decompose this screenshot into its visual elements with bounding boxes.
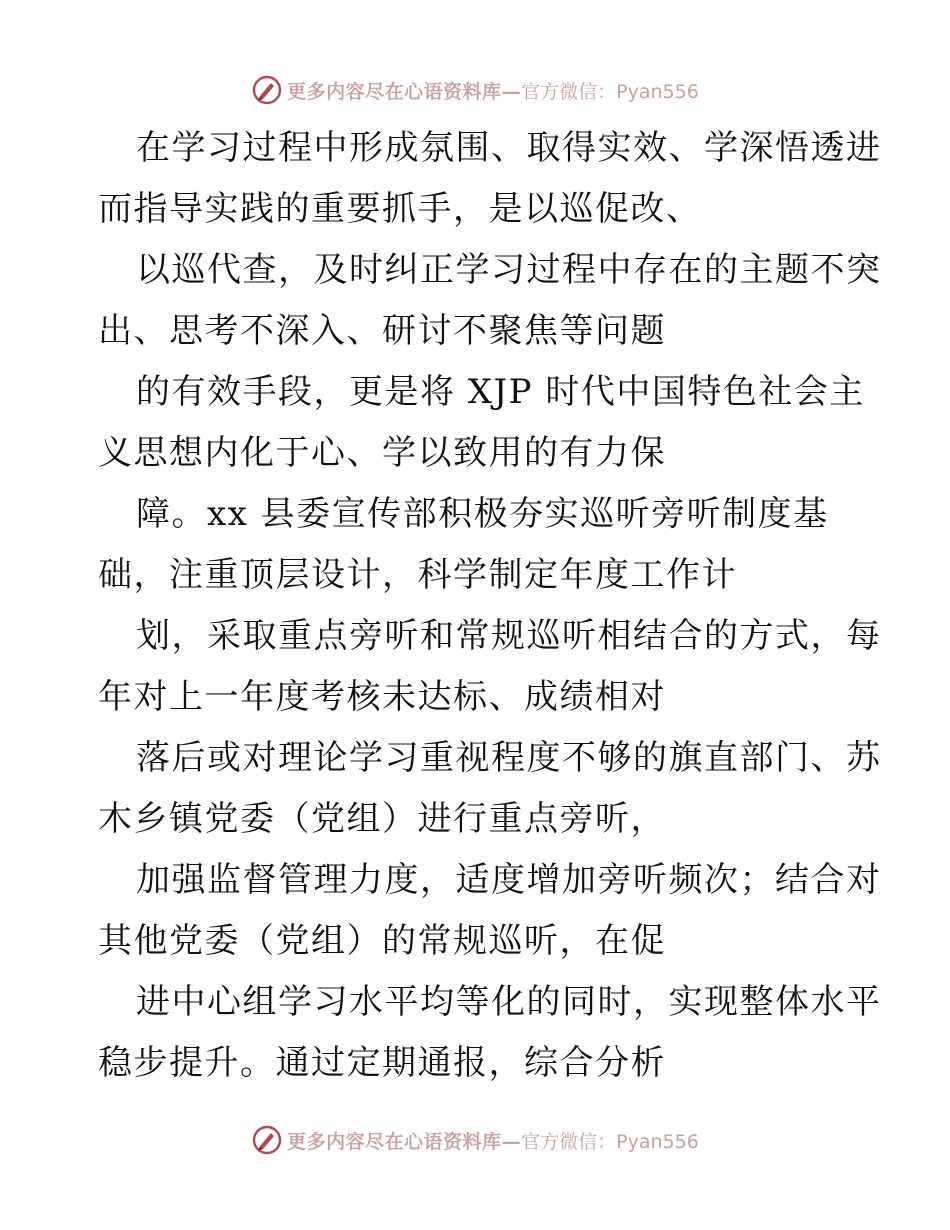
body-line-7: 障。xx 县委宣传部积极夯实巡听旁听制度基 bbox=[136, 494, 829, 534]
body-line-9: 划，采取重点旁听和常规巡听相结合的方式，每 bbox=[136, 616, 882, 656]
footer-banner bbox=[0, 1120, 950, 1160]
body-line-12: 木乡镇党委（党组）进行重点旁听， bbox=[98, 799, 666, 839]
body-line-8: 础，注重顶层设计，科学制定年度工作计 bbox=[98, 555, 737, 595]
body-line-14: 其他党委（党组）的常规巡听，在促 bbox=[98, 921, 666, 961]
body-line-13: 加强监督管理力度，适度增加旁听频次；结合对 bbox=[136, 860, 882, 900]
header-contact-text: 官方微信：Pyan556 bbox=[521, 80, 699, 103]
body-line-15: 进中心组学习水平均等化的同时，实现整体水平 bbox=[136, 982, 882, 1022]
body-line-1: 在学习过程中形成氛围、取得实效、学深悟透进 bbox=[136, 128, 882, 168]
body-line-5: 的有效手段，更是将 XJP 时代中国特色社会主 bbox=[136, 372, 865, 412]
body-line-6: 义思想内化于心、学以致用的有力保 bbox=[98, 433, 666, 473]
pen-seal-icon bbox=[251, 1124, 283, 1156]
body-line-10: 年对上一年度考核未达标、成绩相对 bbox=[98, 677, 666, 717]
body-line-4: 出、思考不深入、研讨不聚焦等问题 bbox=[98, 311, 666, 351]
pen-seal-icon bbox=[251, 74, 283, 106]
footer-site-text: 更多内容尽在心语资料库— bbox=[287, 1130, 522, 1153]
body-line-2: 而指导实践的重要抓手，是以巡促改、 bbox=[98, 189, 702, 229]
body-line-3: 以巡代查，及时纠正学习过程中存在的主题不突 bbox=[136, 250, 882, 290]
header-banner bbox=[0, 70, 950, 110]
body-line-11: 落后或对理论学习重视程度不够的旗直部门、苏 bbox=[136, 738, 882, 778]
document-body bbox=[98, 118, 882, 1094]
header-site-text: 更多内容尽在心语资料库— bbox=[287, 80, 522, 103]
footer-contact-text: 官方微信：Pyan556 bbox=[521, 1130, 699, 1153]
body-line-16: 稳步提升。通过定期通报，综合分析 bbox=[98, 1043, 666, 1083]
